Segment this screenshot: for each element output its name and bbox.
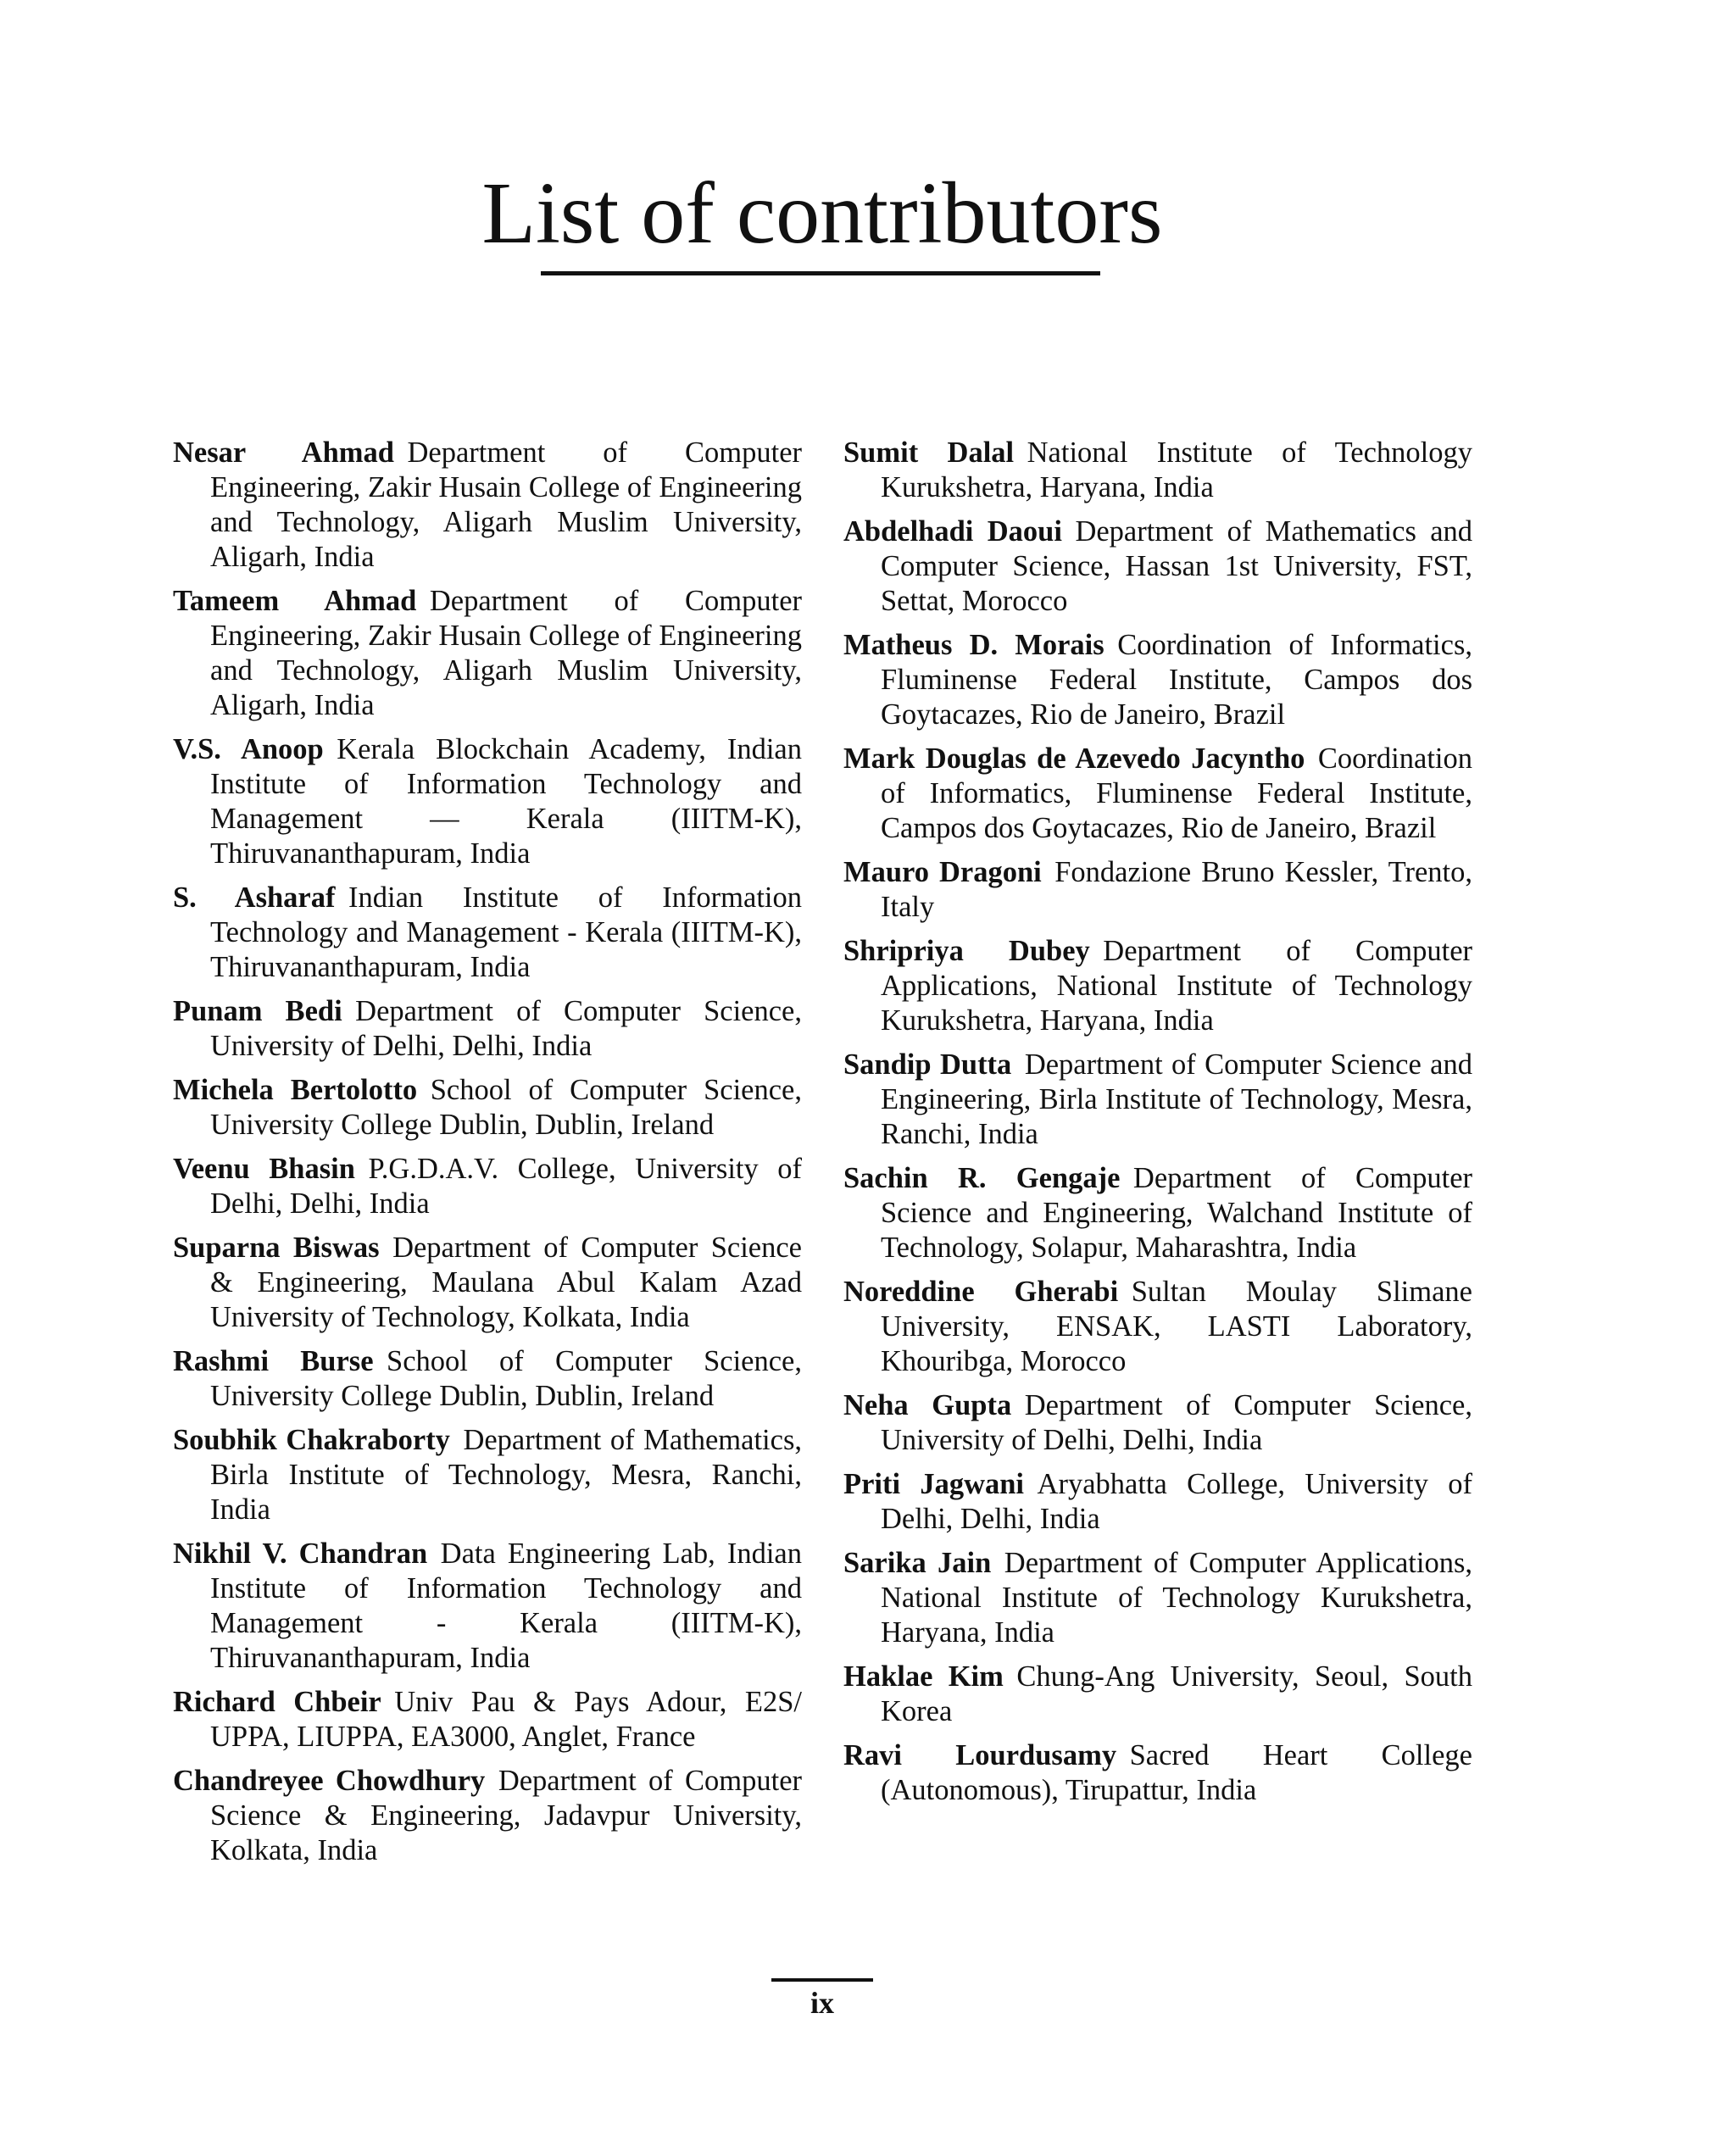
contributor-name: Mauro Dragoni — [843, 856, 1042, 888]
contributor-entry — [843, 1388, 1472, 1458]
contributor-name: Noreddine Gherabi — [843, 1276, 1119, 1308]
contributor-entry — [843, 1467, 1472, 1537]
contributor-name: Haklae Kim — [843, 1660, 1004, 1693]
contributor-affiliation: School of Computer Science, University College Dublin, Dublin, Ireland — [210, 1074, 802, 1141]
contributor-name: Soubhik Chakraborty — [173, 1424, 450, 1456]
contributor-entry — [173, 436, 802, 575]
contributor-name: Priti Jagwani — [843, 1468, 1025, 1500]
contributor-affiliation: Data Engineering Lab, Indian Institute of Information Technology and Management - Kerala (IIITM-K), Thiruvananthapuram, India — [210, 1538, 802, 1674]
contributor-affiliation: Indian Institute of Information Technology and Management - Kerala (IIITM-K), Thiruvananthapuram, India — [210, 881, 802, 983]
contributors-column-right — [843, 436, 1472, 1817]
contributor-affiliation: Sacred Heart College (Autonomous), Tirupattur, India — [881, 1739, 1472, 1806]
contributor-entry — [173, 732, 802, 871]
contributor-entry — [173, 584, 802, 723]
contributor-affiliation: Department of Computer Engineering, Zakir Husain College of Engineering and Technology, Aligarh Muslim University, Aligarh, India — [210, 437, 802, 573]
contributor-affiliation: School of Computer Science, University College Dublin, Dublin, Ireland — [210, 1345, 802, 1412]
contributor-affiliation: Sultan Moulay Slimane University, ENSAK, LASTI Laboratory, Khouribga, Morocco — [881, 1276, 1472, 1377]
contributor-entry — [173, 1537, 802, 1676]
contributor-name: Ravi Lourdusamy — [843, 1739, 1117, 1771]
contributor-affiliation: Department of Mathematics, Birla Institute of Technology, Mesra, Ranchi, India — [210, 1424, 802, 1526]
contributor-entry — [843, 1738, 1472, 1808]
contributor-entry — [843, 1275, 1472, 1379]
contributor-affiliation: Department of Computer Science & Engineering, Maulana Abul Kalam Azad University of Technology, Kolkata, India — [210, 1232, 802, 1333]
contributor-entry — [843, 855, 1472, 925]
contributor-entry — [843, 1660, 1472, 1729]
contributor-entry — [843, 514, 1472, 619]
contributor-entry — [843, 628, 1472, 732]
contributor-affiliation: Coordination of Informatics, Fluminense Federal Institute, Campos dos Goytacazes, Rio de Janeiro, Brazil — [881, 742, 1472, 844]
contributor-entry — [173, 881, 802, 985]
contributor-affiliation: Department of Computer Science and Engineering, Walchand Institute of Technology, Solapur, Maharashtra, India — [881, 1162, 1472, 1264]
contributor-name: Punam Bedi — [173, 995, 342, 1027]
contributor-entry — [843, 1048, 1472, 1152]
contributor-entry — [173, 1764, 802, 1868]
contributor-entry — [843, 934, 1472, 1038]
contributor-entry — [173, 1073, 802, 1143]
contributor-affiliation: Department of Computer Science, University of Delhi, Delhi, India — [210, 995, 802, 1062]
contributor-name: V.S. Anoop — [173, 733, 324, 765]
contributor-name: Rashmi Burse — [173, 1345, 374, 1377]
contributor-affiliation: Department of Computer Engineering, Zakir Husain College of Engineering and Technology, Aligarh Muslim University, Aligarh, India — [210, 585, 802, 721]
contributor-entry — [173, 1231, 802, 1335]
contributor-affiliation: Fondazione Bruno Kessler, Trento, Italy — [881, 856, 1472, 923]
contributor-entry — [173, 1152, 802, 1221]
contributor-affiliation: Chung-Ang University, Seoul, South Korea — [881, 1660, 1472, 1727]
contributor-affiliation: Aryabhatta College, University of Delhi, Delhi, India — [881, 1468, 1472, 1535]
contributor-name: Matheus D. Morais — [843, 629, 1104, 661]
contributor-entry — [173, 1423, 802, 1527]
contributor-entry — [843, 1161, 1472, 1265]
contributor-name: Sumit Dalal — [843, 437, 1015, 469]
contributor-name: Chandreyee Chowdhury — [173, 1765, 486, 1797]
contributor-name: Sandip Dutta — [843, 1048, 1012, 1081]
contributor-affiliation: Coordination of Informatics, Fluminense Federal Institute, Campos dos Goytacazes, Rio de Janeiro, Brazil — [881, 629, 1472, 731]
contributor-name: Shripriya Dubey — [843, 935, 1090, 967]
contributor-name: Abdelhadi Daoui — [843, 515, 1062, 548]
contributor-affiliation: Department of Computer Science, University of Delhi, Delhi, India — [881, 1389, 1472, 1456]
contributor-entry — [843, 1546, 1472, 1650]
contributor-affiliation: National Institute of Technology Kurukshetra, Haryana, India — [881, 437, 1472, 503]
contributor-name: Michela Bertolotto — [173, 1074, 418, 1106]
contributor-affiliation: Department of Computer Science and Engineering, Birla Institute of Technology, Mesra, Ranchi, India — [881, 1048, 1472, 1150]
contributor-name: Neha Gupta — [843, 1389, 1012, 1421]
page-number: ix — [810, 1986, 834, 2020]
contributor-name: Veenu Bhasin — [173, 1153, 355, 1185]
contributor-entry — [173, 994, 802, 1064]
contributor-affiliation: Department of Computer Applications, National Institute of Technology Kurukshetra, Haryana, India — [881, 1547, 1473, 1649]
contributor-entry — [173, 1685, 802, 1755]
contributor-name: Suparna Biswas — [173, 1232, 380, 1264]
contributor-name: Sarika Jain — [843, 1547, 992, 1579]
contributor-name: Richard Chbeir — [173, 1686, 381, 1718]
contributor-affiliation: P.G.D.A.V. College, University of Delhi, Delhi, India — [210, 1153, 802, 1220]
contributor-name: Nikhil V. Chandran — [173, 1538, 428, 1570]
contributor-entry — [843, 742, 1472, 846]
footer-rule — [771, 1978, 873, 1982]
contributor-affiliation: Department of Computer Science & Engineering, Jadavpur University, Kolkata, India — [210, 1765, 803, 1866]
contributor-name: Tameem Ahmad — [173, 585, 417, 617]
contributor-affiliation: Department of Mathematics and Computer Science, Hassan 1st University, FST, Settat, Morocco — [881, 515, 1473, 617]
contributor-name: Sachin R. Gengaje — [843, 1162, 1121, 1194]
contributor-name: S. Asharaf — [173, 881, 336, 914]
page-title: List of contributors — [481, 164, 1163, 262]
title-rule — [541, 271, 1100, 275]
contributor-entry — [173, 1344, 802, 1414]
contributor-name: Mark Douglas de Azevedo Jacyntho — [843, 742, 1305, 775]
contributor-name: Nesar Ahmad — [173, 437, 394, 469]
contributor-affiliation: Univ Pau & Pays Adour, E2S/ UPPA, LIUPPA, EA3000, Anglet, France — [210, 1686, 802, 1753]
contributor-affiliation: Kerala Blockchain Academy, Indian Institute of Information Technology and Management — Kerala (IIITM-K), Thiruvananthapuram, India — [210, 733, 802, 870]
contributors-column-left — [173, 436, 802, 1877]
contributor-entry — [843, 436, 1472, 505]
contributor-affiliation: Department of Computer Applications, National Institute of Technology Kurukshetra, Haryana, India — [881, 935, 1472, 1037]
